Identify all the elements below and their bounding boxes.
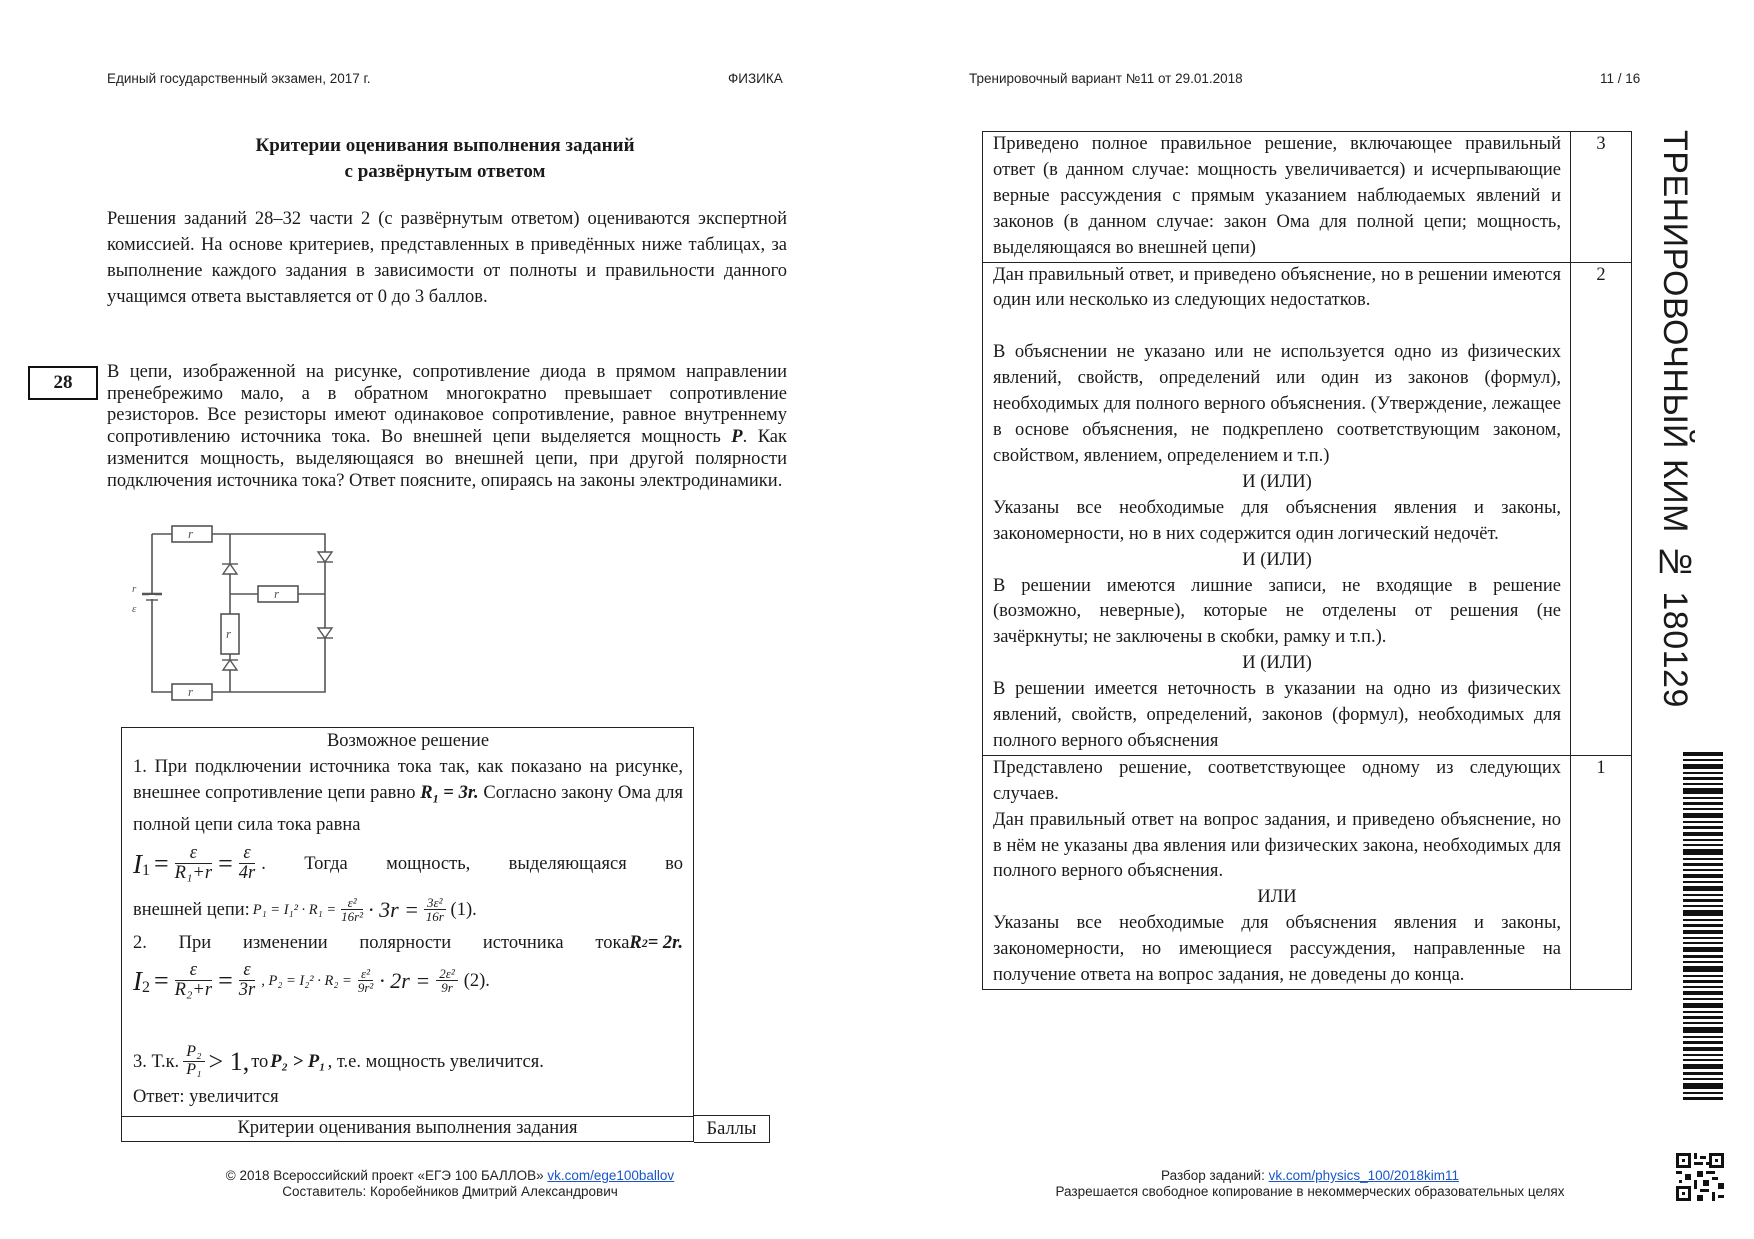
criteria-row-1 (983, 755, 1632, 989)
criteria-2-score: 2 (1571, 262, 1632, 755)
criteria-1-item1: Дан правильный ответ на вопрос задания, и приведено объяснение, но в нём не указаны два явления или физических закона, необходимых для полного верного объяснения. (993, 809, 1561, 882)
source-label-e: ε (132, 603, 137, 615)
footer-right-link[interactable]: vk.com/physics_100/2018kim11 (1268, 1168, 1459, 1183)
intro-paragraph (107, 206, 787, 310)
footer-left: © 2018 Всероссийский проект «ЕГЭ 100 БАЛЛОВ» vk.com/ege100ballov Составитель: Коробейников Дмитрий Александрович (140, 1168, 760, 1200)
task-number-box: 28 (28, 366, 98, 400)
resistor-label-bottom: r (188, 684, 194, 699)
solution-step2: 2. При изменении полярности источника тока R 2 = 2r. (133, 932, 683, 953)
footer-right-license: Разрешается свободное копирование в некоммерческих образовательных целях (1055, 1184, 1565, 1199)
criteria-header-label: Критерии оценивания выполнения задания (121, 1115, 694, 1142)
criteria-2-sep3: И (ИЛИ) (1242, 653, 1312, 674)
criteria-2-sep2: И (ИЛИ) (1242, 549, 1312, 570)
criteria-row-3 (983, 132, 1632, 263)
page-title (105, 133, 785, 185)
header-variant: Тренировочный вариант №11 от 29.01.2018 (969, 71, 1243, 86)
side-title (1655, 130, 1745, 730)
resistor-label-top: r (188, 526, 194, 541)
solution-title: Возможное решение (326, 731, 490, 751)
criteria-2-item1: В объяснении не указано или не используется одно из физических явлений, свойств, определений или один из законов (формул), необходимых для полного верного объяснения. (Утверждение, лежащее в основе объяснения, не подкреплено соответствующим законом, свойством, явлением, определением и т.п.) (993, 342, 1561, 466)
criteria-1-item2: Указаны все необходимые для объяснения явления и законы, закономерности, но имеющиеся рассуждения, направленные на получение ответа на вопрос задания, не доведены до конца. (993, 913, 1561, 986)
criteria-2-item3: В решении имеются лишние записи, не входящие в решение (возможно, неверные), которые не отделены от решения (не зачёркнуты; не заключены в скобки, рамку и т.п.). (993, 575, 1561, 648)
criteria-3-score: 3 (1571, 132, 1632, 263)
qr-code-icon (1676, 1153, 1724, 1201)
circuit-diagram (130, 522, 340, 712)
header-subject: ФИЗИКА (728, 71, 783, 86)
resistor-label-middle: r (274, 586, 280, 601)
footer-left-author: Составитель: Коробейников Дмитрий Александрович (282, 1184, 618, 1199)
page-title-line1: Критерии оценивания выполнения заданий (255, 135, 635, 156)
side-title-text: ТРЕНИРОВОЧНЫЙ КИМ № 180129 (1656, 130, 1694, 708)
task-text (107, 362, 787, 492)
solution-answer: Ответ: увеличится (133, 1086, 279, 1107)
solution-formula-i1: I 1 = $\frac{\varepsilon}{\text{R₁+r}}$ = $\frac{\varepsilon}{4r}$ . Тогда мощность, выделяющаяся во (133, 842, 683, 884)
criteria-2-item4: В решении имеется неточность в указании на одно из физических явлений, свойств, определений, законов (формул), необходимых для полного верного объяснения (993, 679, 1561, 751)
criteria-header-points: Баллы (694, 1115, 770, 1143)
header-exam-name: Единый государственный экзамен, 2017 г. (107, 71, 371, 86)
criteria-1-score: 1 (1571, 755, 1632, 989)
source-label-r: r (132, 583, 137, 595)
intro-text: Решения заданий 28–32 части 2 (с развёрнутым ответом) оцениваются экспертной комиссией. На основе критериев, представленных в приведённых ниже таблицах, за выполнение каждого задания в зависимости от полноты и правильности данного учащимся ответа выставляется от 0 до 3 баллов. (107, 209, 787, 307)
barcode-icon (1683, 752, 1723, 1100)
task-text-before: В цепи, изображенной на рисунке, сопротивление диода в прямом направлении пренебрежимо мало, а в обратном многократно превышает сопротивление резисторов. Все резисторы имеют одинаковое сопротивление, равное внутреннему сопротивлению источника тока. Во внешней цепи выделяется мощность (107, 362, 787, 448)
solution-formula-i2: I 2 = $\frac{\varepsilon}{\text{R₂+r}}$ = $\frac{\varepsilon}{3r}$ , P₂ = I₂² · R₂ = $\frac{\text{ε²}}{\text{9r²}}$ · 2r = $\frac{\text{2ε²}}{9r}$ (2). (133, 959, 490, 1001)
criteria-table (982, 131, 1632, 990)
criteria-row-2 (983, 262, 1632, 755)
criteria-2-sep1: И (ИЛИ) (1242, 471, 1312, 492)
solution-step1: 1. При подключении источника тока так, как показано на рисунке, внешнее сопротивление цепи равно $R_1 = 3r$. Согласно закону Ома для полной цепи сила тока равна (133, 757, 683, 835)
page-title-line2: с развёрнутым ответом (344, 161, 546, 182)
criteria-3-text: Приведено полное правильное решение, включающее правильный ответ (в данном случае: мощность увеличивается) и исчерпывающие верные рассуждения с прямым указанием наблюдаемых явлений и законов (в данном случае: закон Ома для полной цепи; мощность, выделяющаяся во внешней цепи) (993, 134, 1561, 258)
footer-right: Разбор заданий: vk.com/physics_100/2018kim11 Разрешается свободное копирование в некоммерческих образовательных целях (1000, 1168, 1620, 1200)
solution-formula-p1: внешней цепи: P₁ = I₁² · R₁ = $\frac{\text{ε²}}{\text{16r²}}$ · 3r = $\frac{\text{3ε²}}{16r}$ (1). (133, 894, 477, 925)
criteria-1-intro: Представлено решение, соответствующее одному из следующих случаев. (993, 757, 1561, 804)
task-power-symbol: P (731, 427, 743, 448)
solution-step3: 3. Т.к. $\frac{\text{P₂}}{\text{P₁}}$ > 1, то P₂ > P₁ , т.е. мощность увеличится. (133, 1043, 544, 1079)
header-page-number: 11 / 16 (1600, 71, 1641, 86)
criteria-2-item2: Указаны все необходимые для объяснения явления и законы, закономерности, но в них содержится один логический недочёт. (993, 497, 1561, 544)
task-text-after: . Как изменится мощность, выделяющаяся во внешней цепи, при другой полярности подключения источника тока? Ответ поясните, опираясь на законы электродинамики. (107, 427, 788, 491)
criteria-2-intro: Дан правильный ответ, и приведено объяснение, но в решении имеются один или несколько из следующих недостатков. (993, 264, 1561, 311)
resistor-label-vertical: r (226, 626, 232, 641)
solution-box (121, 727, 694, 1117)
footer-left-link[interactable]: vk.com/ege100ballov (547, 1168, 675, 1183)
criteria-1-sep1: ИЛИ (1257, 887, 1297, 908)
